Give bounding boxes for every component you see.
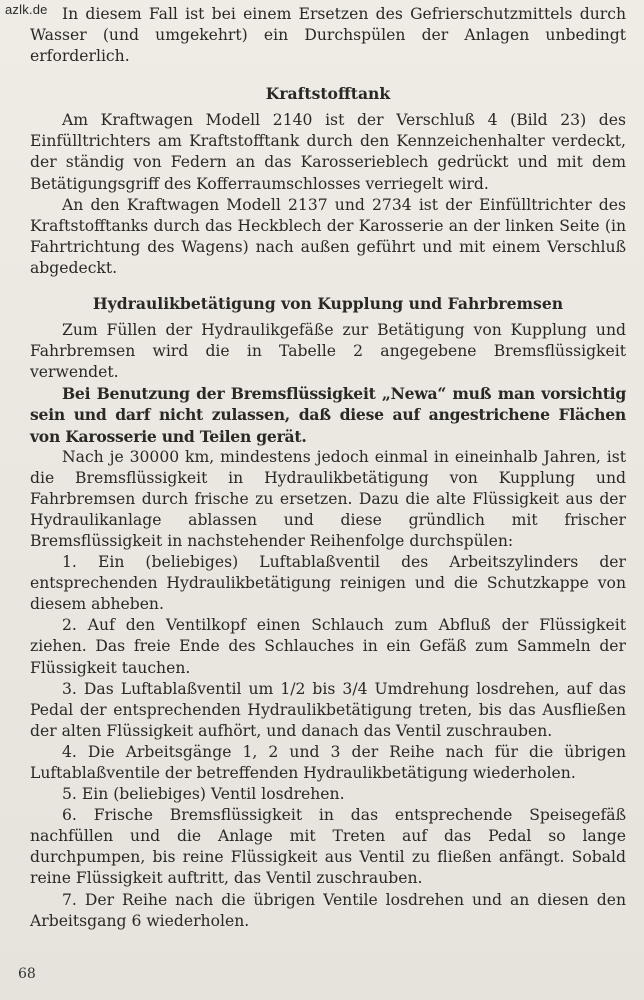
step-item: 1. Ein (beliebiges) Luftablaßventil des Arbeitszylinders der entsprechenden Hydraulikbetätigung reinigen und die Schutzkappe von diesem abheben.: [30, 553, 626, 614]
step-item: 6. Frische Bremsflüssigkeit in das entsprechende Speisegefäß nachfüllen und die Anlage mit Treten auf das Pedal so lange durchpumpen, bis reine Flüssigkeit aus Ventil zu fließen anfängt. Sobald reine Flüssigkeit auftritt, das Ventil zuschrauben.: [30, 806, 626, 888]
step-item: 3. Das Luftablaßventil um 1/2 bis 3/4 Umdrehung losdrehen, auf das Pedal der entsprechenden Hydraulikbetätigung treten, bis das Ausfließen der alten Flüssigkeit aufhört, und danach das Ventil zuschrauben.: [30, 679, 626, 740]
section-heading-kraftstofftank: Kraftstofftank: [265, 84, 391, 104]
kraftstofftank-paragraph-2: An den Kraftwagen Modell 2137 und 2734 ist der Einfülltrichter des Kraftstofftanks durch das Heckblech der Karosserie an der linken Seite (in Fahrtrichtung des Wagens) nach außen geführt und mit einem Verschluß abgedeckt.: [30, 195, 626, 277]
step-item: 7. Der Reihe nach die übrigen Ventile losdrehen und an diesen den Arbeitsgang 6 wiederholen.: [30, 890, 626, 930]
page-number: 68: [18, 966, 36, 982]
intro-paragraph: In diesem Fall ist bei einem Ersetzen des Gefrierschutzmittels durch Wasser (und umgekehrt) ein Durchspülen der Anlagen unbedingt erforderlich.: [30, 5, 626, 66]
hydraulik-paragraph-2: Nach je 30000 km, mindestens jedoch einmal in eineinhalb Jahren, ist die Bremsflüssigkeit in Hydraulikbetätigung von Kupplung und Fahrbremsen durch frische zu ersetzen. Dazu die alte Flüssigkeit aus der Hydraulikanlage ablassen und diese gründlich mit frischer Bremsflüssigkeit in nachstehender Reihenfolge durchspülen:: [30, 447, 626, 550]
hydraulik-paragraph-1: Zum Füllen der Hydraulikgefäße zur Betätigung von Kupplung und Fahrbremsen wird die in Tabelle 2 angegebene Bremsflüssigkeit verwendet.: [30, 321, 626, 382]
page-content: [30, 4, 626, 932]
section-heading-hydraulik: Hydraulikbetätigung von Kupplung und Fahrbremsen: [92, 294, 564, 314]
step-item: 2. Auf den Ventilkopf einen Schlauch zum Abfluß der Flüssigkeit ziehen. Das freie Ende des Schlauches in ein Gefäß zum Sammeln der Flüssigkeit tauchen.: [30, 616, 626, 677]
kraftstofftank-paragraph-1: Am Kraftwagen Modell 2140 ist der Verschluß 4 (Bild 23) des Einfülltrichters am Kraftstofftank durch den Kennzeichenhalter verdeckt, der ständig von Federn an das Karosserieblech gedrückt und mit dem Betätigungsgriff des Kofferraumschlosses verriegelt wird.: [30, 111, 626, 193]
step-item: 4. Die Arbeitsgänge 1, 2 und 3 der Reihe nach für die übrigen Luftablaßventile der betreffenden Hydraulikbetätigung wiederholen.: [30, 742, 626, 782]
site-watermark: azlk.de: [5, 2, 48, 17]
step-item: 5. Ein (beliebiges) Ventil losdrehen.: [62, 785, 345, 804]
warning-paragraph: Bei Benutzung der Bremsflüssigkeit „Newa“ muß man vorsichtig sein und darf nicht zulassen, daß diese auf angestrichene Flächen von Karosserie und Teilen gerät.: [30, 384, 626, 446]
